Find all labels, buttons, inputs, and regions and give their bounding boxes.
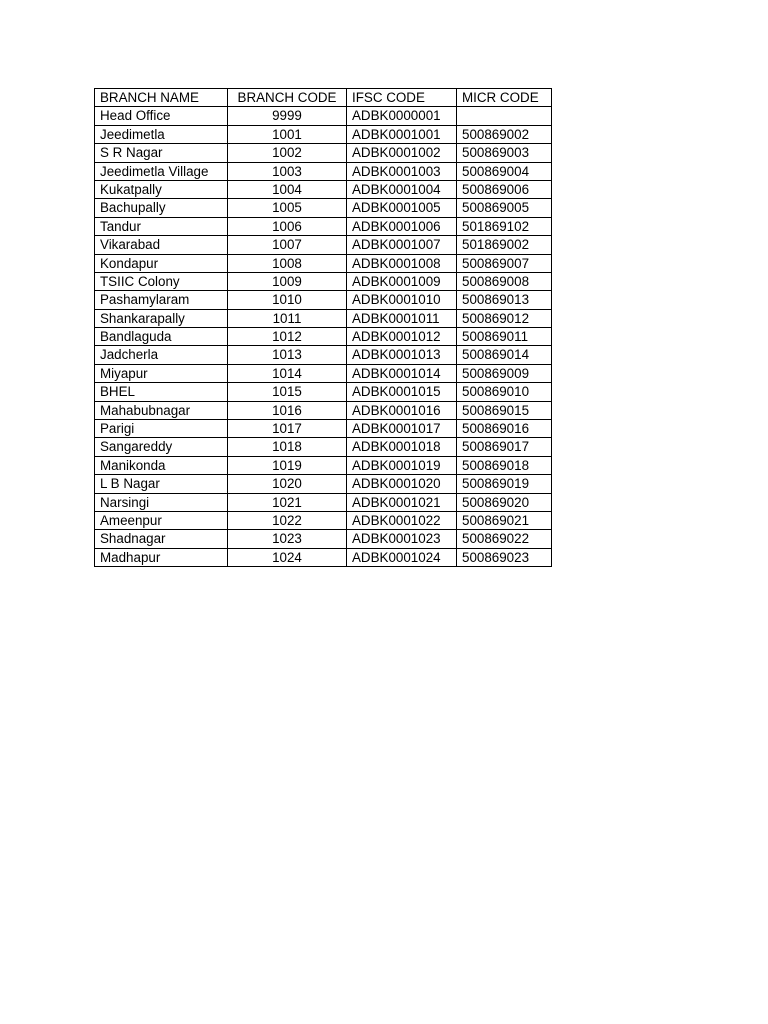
- table-row: [95, 272, 552, 290]
- table-row: [95, 346, 552, 364]
- cell-micr-code: 500869016: [457, 420, 552, 438]
- cell-branch-code: 1014: [228, 364, 347, 382]
- cell-branch-code: 1022: [228, 511, 347, 529]
- cell-ifsc-code: ADBK0001013: [347, 346, 457, 364]
- cell-ifsc-code: ADBK0001022: [347, 511, 457, 529]
- cell-branch-name: Sangareddy: [95, 438, 228, 456]
- cell-micr-code: 500869008: [457, 272, 552, 290]
- cell-ifsc-code: ADBK0001001: [347, 125, 457, 143]
- cell-micr-code: 500869003: [457, 144, 552, 162]
- cell-branch-name: Mahabubnagar: [95, 401, 228, 419]
- table-row: [95, 125, 552, 143]
- table-header-row: [95, 89, 552, 107]
- cell-micr-code: 500869018: [457, 456, 552, 474]
- cell-ifsc-code: ADBK0001017: [347, 420, 457, 438]
- table-row: [95, 420, 552, 438]
- cell-branch-name: Madhapur: [95, 548, 228, 566]
- cell-ifsc-code: ADBK0001004: [347, 180, 457, 198]
- cell-micr-code: 500869011: [457, 328, 552, 346]
- cell-branch-code: 1019: [228, 456, 347, 474]
- cell-micr-code: 500869002: [457, 125, 552, 143]
- cell-branch-code: 9999: [228, 107, 347, 125]
- cell-micr-code: 500869005: [457, 199, 552, 217]
- cell-micr-code: 500869017: [457, 438, 552, 456]
- cell-branch-name: Parigi: [95, 420, 228, 438]
- cell-ifsc-code: ADBK0001005: [347, 199, 457, 217]
- cell-branch-name: S R Nagar: [95, 144, 228, 162]
- cell-micr-code: 500869012: [457, 309, 552, 327]
- cell-micr-code: 501869102: [457, 217, 552, 235]
- cell-branch-code: 1017: [228, 420, 347, 438]
- cell-micr-code: 500869020: [457, 493, 552, 511]
- cell-branch-name: Jeedimetla Village: [95, 162, 228, 180]
- cell-micr-code: 500869014: [457, 346, 552, 364]
- cell-branch-code: 1021: [228, 493, 347, 511]
- cell-micr-code: 500869010: [457, 383, 552, 401]
- table-row: [95, 475, 552, 493]
- cell-branch-code: 1009: [228, 272, 347, 290]
- branch-code-table: [94, 88, 552, 567]
- cell-micr-code: 501869002: [457, 236, 552, 254]
- cell-branch-name: L B Nagar: [95, 475, 228, 493]
- cell-ifsc-code: ADBK0001016: [347, 401, 457, 419]
- table-row: [95, 144, 552, 162]
- table-row: [95, 493, 552, 511]
- cell-ifsc-code: ADBK0001007: [347, 236, 457, 254]
- cell-ifsc-code: ADBK0001006: [347, 217, 457, 235]
- cell-branch-name: Shankarapally: [95, 309, 228, 327]
- cell-ifsc-code: ADBK0001018: [347, 438, 457, 456]
- cell-branch-code: 1006: [228, 217, 347, 235]
- cell-branch-name: Head Office: [95, 107, 228, 125]
- cell-ifsc-code: ADBK0001002: [347, 144, 457, 162]
- table-row: [95, 309, 552, 327]
- header-micr-code: MICR CODE: [457, 89, 552, 107]
- cell-branch-name: Manikonda: [95, 456, 228, 474]
- cell-branch-name: Bandlaguda: [95, 328, 228, 346]
- cell-branch-code: 1023: [228, 530, 347, 548]
- cell-branch-name: Ameenpur: [95, 511, 228, 529]
- table-row: [95, 511, 552, 529]
- cell-branch-code: 1010: [228, 291, 347, 309]
- cell-ifsc-code: ADBK0001008: [347, 254, 457, 272]
- cell-branch-name: BHEL: [95, 383, 228, 401]
- cell-micr-code: 500869022: [457, 530, 552, 548]
- cell-ifsc-code: ADBK0001012: [347, 328, 457, 346]
- cell-branch-code: 1015: [228, 383, 347, 401]
- cell-micr-code: 500869009: [457, 364, 552, 382]
- header-ifsc-code: IFSC CODE: [347, 89, 457, 107]
- table-row: [95, 236, 552, 254]
- cell-branch-code: 1008: [228, 254, 347, 272]
- cell-ifsc-code: ADBK0001024: [347, 548, 457, 566]
- cell-ifsc-code: ADBK0001014: [347, 364, 457, 382]
- cell-branch-name: Jadcherla: [95, 346, 228, 364]
- cell-branch-code: 1018: [228, 438, 347, 456]
- cell-micr-code: 500869013: [457, 291, 552, 309]
- cell-branch-name: Narsingi: [95, 493, 228, 511]
- cell-branch-code: 1024: [228, 548, 347, 566]
- cell-ifsc-code: ADBK0001009: [347, 272, 457, 290]
- cell-branch-code: 1001: [228, 125, 347, 143]
- cell-branch-name: Vikarabad: [95, 236, 228, 254]
- cell-ifsc-code: ADBK0000001: [347, 107, 457, 125]
- cell-ifsc-code: ADBK0001010: [347, 291, 457, 309]
- cell-micr-code: 500869004: [457, 162, 552, 180]
- cell-branch-code: 1020: [228, 475, 347, 493]
- cell-micr-code: [457, 107, 552, 125]
- cell-branch-code: 1007: [228, 236, 347, 254]
- table-row: [95, 530, 552, 548]
- cell-branch-name: Jeedimetla: [95, 125, 228, 143]
- cell-ifsc-code: ADBK0001003: [347, 162, 457, 180]
- header-branch-name: BRANCH NAME: [95, 89, 228, 107]
- table-row: [95, 254, 552, 272]
- cell-micr-code: 500869006: [457, 180, 552, 198]
- table-row: [95, 291, 552, 309]
- table-row: [95, 328, 552, 346]
- table-row: [95, 548, 552, 566]
- cell-branch-name: Miyapur: [95, 364, 228, 382]
- cell-branch-name: Tandur: [95, 217, 228, 235]
- table-row: [95, 162, 552, 180]
- cell-branch-name: Pashamylaram: [95, 291, 228, 309]
- cell-ifsc-code: ADBK0001023: [347, 530, 457, 548]
- cell-ifsc-code: ADBK0001021: [347, 493, 457, 511]
- table-row: [95, 401, 552, 419]
- cell-branch-name: Kukatpally: [95, 180, 228, 198]
- cell-branch-code: 1011: [228, 309, 347, 327]
- cell-ifsc-code: ADBK0001019: [347, 456, 457, 474]
- header-branch-code: BRANCH CODE: [228, 89, 347, 107]
- cell-branch-name: TSIIC Colony: [95, 272, 228, 290]
- cell-ifsc-code: ADBK0001015: [347, 383, 457, 401]
- cell-micr-code: 500869019: [457, 475, 552, 493]
- table-row: [95, 180, 552, 198]
- table-body: [95, 107, 552, 567]
- table-row: [95, 456, 552, 474]
- cell-branch-code: 1013: [228, 346, 347, 364]
- cell-ifsc-code: ADBK0001020: [347, 475, 457, 493]
- table-row: [95, 217, 552, 235]
- cell-branch-code: 1012: [228, 328, 347, 346]
- cell-branch-code: 1016: [228, 401, 347, 419]
- cell-micr-code: 500869023: [457, 548, 552, 566]
- table-row: [95, 199, 552, 217]
- cell-micr-code: 500869021: [457, 511, 552, 529]
- cell-micr-code: 500869015: [457, 401, 552, 419]
- cell-branch-code: 1005: [228, 199, 347, 217]
- cell-branch-name: Shadnagar: [95, 530, 228, 548]
- cell-branch-code: 1004: [228, 180, 347, 198]
- cell-branch-code: 1003: [228, 162, 347, 180]
- cell-branch-code: 1002: [228, 144, 347, 162]
- cell-micr-code: 500869007: [457, 254, 552, 272]
- table-row: [95, 383, 552, 401]
- table-row: [95, 107, 552, 125]
- table-row: [95, 364, 552, 382]
- cell-branch-name: Bachupally: [95, 199, 228, 217]
- cell-branch-name: Kondapur: [95, 254, 228, 272]
- cell-ifsc-code: ADBK0001011: [347, 309, 457, 327]
- table-row: [95, 438, 552, 456]
